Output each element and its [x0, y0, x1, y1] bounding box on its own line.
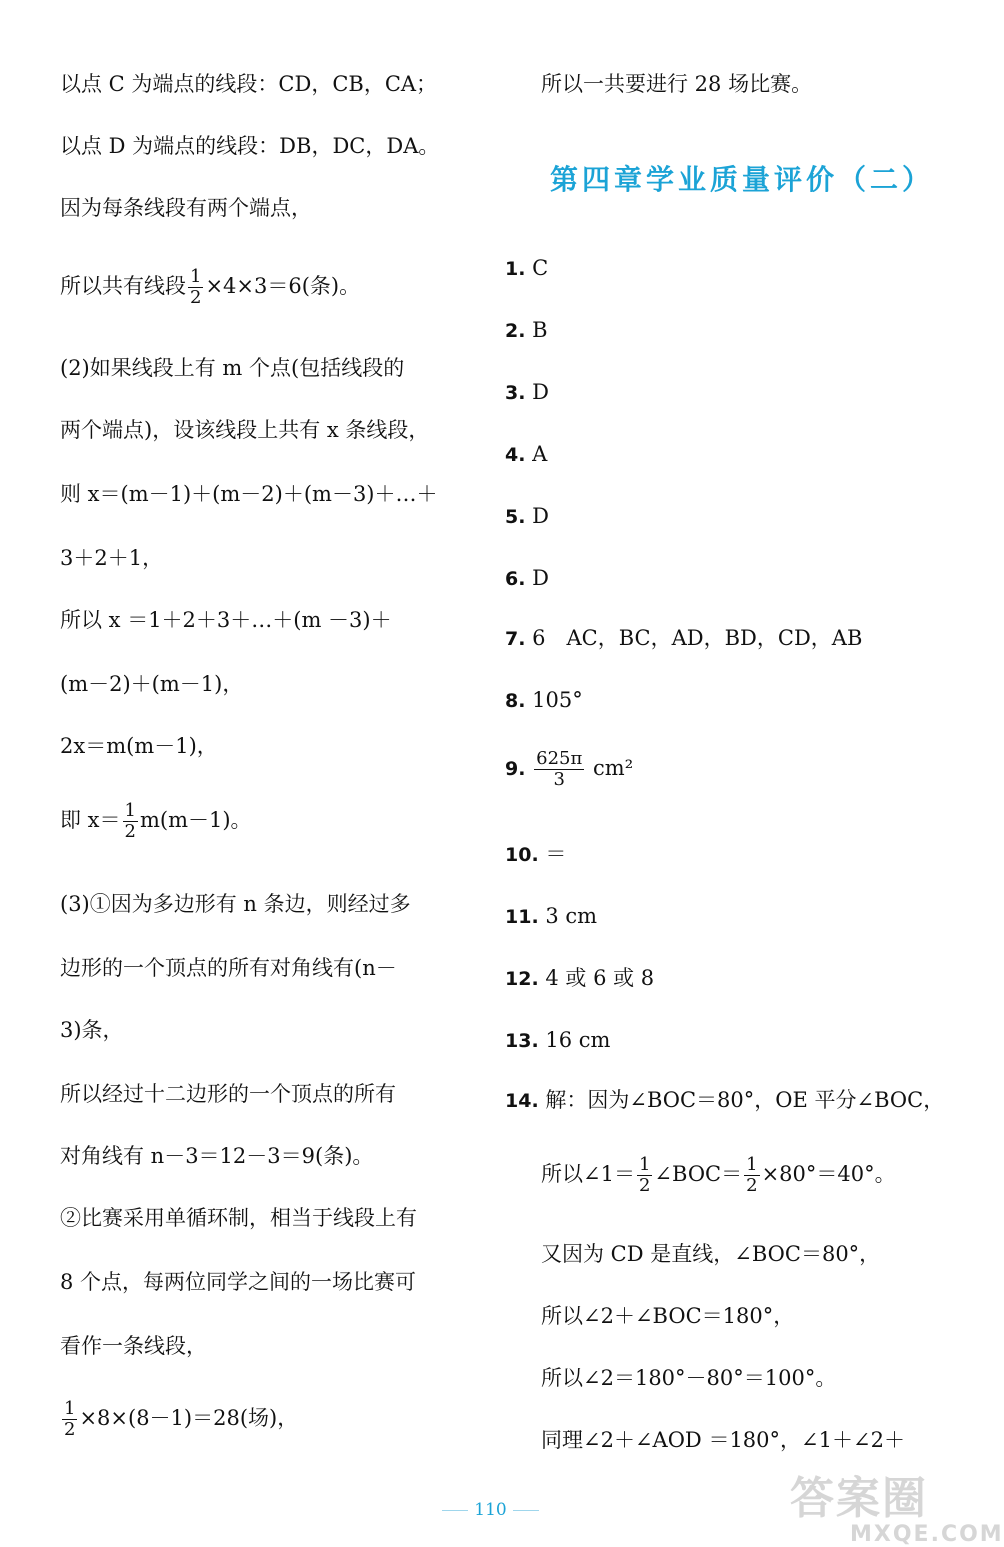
text-line: 以点 D 为端点的线段：DB，DC，DA。: [60, 134, 440, 158]
answer-11: [505, 906, 597, 927]
text-line: 3＋2＋1，: [60, 546, 164, 570]
text-line: 所以 x ＝1＋2＋3＋…＋(m －3)＋: [60, 608, 392, 632]
question-number: 4.: [505, 444, 526, 466]
fraction-numerator: 1: [64, 1398, 76, 1419]
question-number: 3.: [505, 382, 526, 404]
question-number: 6.: [505, 568, 526, 590]
answer-text: 解：因为∠BOC＝80°，OE 平分∠BOC，: [545, 1088, 945, 1112]
question-number: 11.: [505, 906, 539, 928]
solution-line: [541, 1156, 896, 1195]
answer-12: [505, 968, 654, 989]
answer-10: [505, 844, 566, 865]
fraction: [62, 1400, 77, 1439]
text-line: 则 x＝(m－1)＋(m－2)＋(m－3)＋…＋: [60, 482, 438, 506]
answer-text: D: [532, 566, 549, 590]
text-line: 所以经过十二边形的一个顶点的所有: [60, 1082, 396, 1106]
question-number: 5.: [505, 506, 526, 528]
fraction-numerator: 1: [746, 1154, 758, 1175]
text-line: (3)①因为多边形有 n 条边，则经过多: [60, 892, 411, 916]
answer-text: 4 或 6 或 8: [545, 966, 655, 990]
answer-text: 6 AC，BC，AD，BD，CD，AB: [532, 626, 863, 650]
text-line: ②比赛采用单循环制，相当于线段上有: [60, 1206, 417, 1230]
fraction-denominator: 2: [638, 1175, 651, 1196]
page-number-text: 110: [474, 1500, 507, 1520]
question-number: 2.: [505, 320, 526, 342]
fraction: [637, 1156, 652, 1195]
answer-9: [505, 750, 633, 789]
answer-text: 16 cm: [545, 1028, 611, 1052]
answer-13: [505, 1030, 610, 1051]
fraction-numerator: 1: [638, 1154, 651, 1175]
watermark-bottom: MXQE.COM: [850, 1522, 1004, 1547]
answer-text: D: [532, 504, 549, 528]
text-fragment: 即 x＝: [60, 808, 121, 832]
text-line: [60, 1400, 298, 1439]
question-number: 7.: [505, 628, 526, 650]
question-number: 13.: [505, 1030, 539, 1052]
answer-text: ＝: [545, 842, 567, 866]
text-line: 两个端点)，设该线段上共有 x 条线段，: [60, 418, 430, 442]
solution-line: 所以∠2＋∠BOC＝180°，: [541, 1304, 795, 1328]
answer-6: [505, 568, 549, 589]
answer-5: [505, 506, 549, 527]
fraction-denominator: 2: [190, 287, 202, 308]
fraction-denominator: 3: [553, 769, 565, 790]
answer-3: [505, 382, 549, 403]
solution-line: 又因为 CD 是直线，∠BOC＝80°，: [541, 1242, 881, 1266]
text-line: (m－2)＋(m－1)，: [60, 672, 244, 696]
text-line: 对角线有 n－3＝12－3＝9(条)。: [60, 1144, 374, 1168]
fraction: [534, 750, 584, 789]
fraction: [123, 802, 138, 841]
question-number: 14.: [505, 1090, 539, 1112]
answer-8: [505, 690, 583, 711]
text-line: [60, 268, 360, 307]
question-number: 9.: [505, 758, 526, 780]
answer-4: [505, 444, 547, 465]
section-title: 第四章学业质量评价（二）: [550, 163, 935, 196]
text-line: 看作一条线段，: [60, 1334, 207, 1358]
text-fragment: ×8×(8－1)＝28(场)，: [79, 1406, 299, 1430]
answer-text: 3 cm: [545, 904, 598, 928]
fraction-denominator: 2: [124, 821, 136, 842]
answer-text: 105°: [532, 688, 583, 712]
answer-14: [505, 1090, 944, 1111]
text-fragment: ×4×3＝6(条)。: [205, 274, 361, 298]
solution-line: 所以∠2＝180°－80°＝100°。: [541, 1366, 837, 1390]
divider: [513, 1510, 539, 1511]
text-fragment: 所以共有线段: [60, 274, 186, 298]
solution-line: 同理∠2＋∠AOD ＝180°，∠1＋∠2＋: [541, 1428, 905, 1452]
question-number: 12.: [505, 968, 539, 990]
text-fragment: ∠BOC＝: [654, 1162, 743, 1186]
text-line: 2x＝m(m－1)，: [60, 734, 218, 758]
text-line: 以点 C 为端点的线段：CD，CB，CA；: [60, 72, 438, 96]
answer-1: [505, 258, 548, 279]
text-line: 3)条，: [60, 1018, 124, 1042]
question-number: 8.: [505, 690, 526, 712]
watermark: [790, 1462, 1004, 1547]
answer-text: A: [532, 442, 548, 466]
answer-text: D: [532, 380, 549, 404]
question-number: 1.: [505, 258, 526, 280]
fraction-numerator: 1: [190, 266, 202, 287]
fraction-numerator: 625π: [536, 748, 583, 769]
text-fragment: ×80°＝40°。: [761, 1162, 896, 1186]
answer-text: C: [532, 256, 549, 280]
text-fragment: m(m－1)。: [139, 808, 252, 832]
fraction-denominator: 2: [64, 1419, 76, 1440]
text-fragment: 所以∠1＝: [541, 1162, 635, 1186]
answer-7: [505, 628, 862, 649]
text-line: 所以一共要进行 28 场比赛。: [541, 72, 813, 96]
answer-2: [505, 320, 548, 341]
question-number: 10.: [505, 844, 539, 866]
text-line: 因为每条线段有两个端点，: [60, 196, 312, 220]
text-line: (2)如果线段上有 m 个点(包括线段的: [60, 356, 405, 380]
watermark-top: 答案圈: [790, 1473, 928, 1524]
answer-text: B: [532, 318, 548, 342]
answer-text: cm²: [593, 756, 634, 780]
fraction: [744, 1156, 759, 1195]
text-line: [60, 802, 252, 841]
fraction-denominator: 2: [746, 1175, 758, 1196]
text-line: 边形的一个顶点的所有对角线有(n－: [60, 956, 397, 980]
divider: [442, 1510, 468, 1511]
text-line: 8 个点，每两位同学之间的一场比赛可: [60, 1270, 417, 1294]
fraction-numerator: 1: [124, 800, 136, 821]
fraction: [188, 268, 203, 307]
